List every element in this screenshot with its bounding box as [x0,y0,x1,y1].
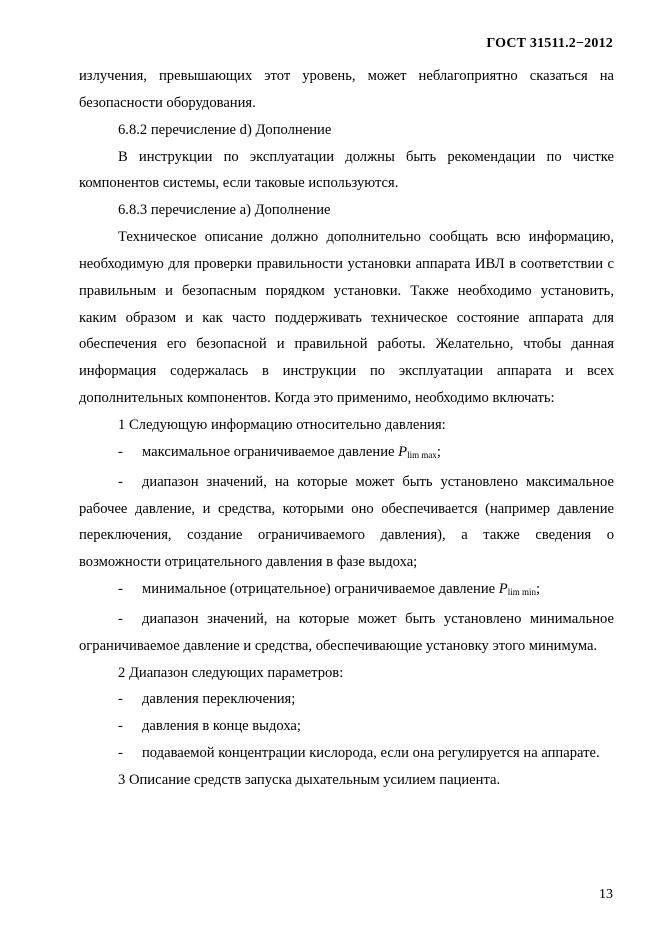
pressure-symbol: P [498,581,508,598]
item-2-parameter-range: 2 Диапазон следующих параметров: [118,664,344,681]
list-item-text: давления в конце выдоха; [142,718,301,735]
list-item-switch-pressure [79,686,614,713]
list-item-min-range [79,606,614,660]
list-item-text: диапазон значений, на которые может быть установлено минимальное ограничиваемое давление и средства, обеспечивающие установку этого минимума. [79,610,614,654]
dash-marker: - [118,745,123,762]
item-3-trigger-description: 3 Описание средств запуска дыхательным усилием пациента. [118,771,501,788]
paragraph-technical-description: Техническое описание должно дополнительно сообщать всю информацию, необходимую для проверки правильности установки аппарата ИВЛ в соответствии с правильным и безопасным порядком установки. Также необходимо установить, каким образом и как часто поддерживать техническое состояние аппарата для обеспечения его безопасной и правильной работы. Желательно, чтобы данная информация содержалась в инструкции по эксплуатации аппарата и всех дополнительных компонентов. Когда это применимо, необходимо включать: [79,229,614,407]
list-item-oxygen-concentration [79,740,614,767]
paragraph-cleaning-instructions: В инструкции по эксплуатации должны быть рекомендации по чистке компонентов системы, если таковые используются. [79,148,614,192]
list-item-min-pressure [79,576,614,606]
dash-marker: - [118,718,123,735]
list-item-text: максимальное ограничиваемое давление [142,443,399,460]
dash-marker: - [118,691,123,708]
pressure-symbol: P [398,443,408,460]
pressure-subscript: lim max [407,449,437,460]
list-item-end: ; [436,443,441,460]
item-1-pressure-info: 1 Следующую информацию относительно давления: [118,416,446,433]
list-item-text: диапазон значений, на которые может быть установлено максимальное рабочее давление, и средства, которыми оно обеспечивается (например давление переключения, создание ограничиваемого давления), а также сведения о возможности отрицательного давления в фазе выдоха; [79,473,614,571]
list-item-text: давления переключения; [142,691,296,708]
list-item-text: минимальное (отрицательное) ограничиваемое давление [142,581,499,598]
pressure-subscript: lim min [507,587,536,598]
dash-marker: - [118,473,123,490]
list-item-max-range [79,469,614,576]
dash-marker: - [118,581,123,598]
list-item-text: подаваемой концентрации кислорода, если она регулируется на аппарате. [142,745,600,762]
document-number-header: ГОСТ 31511.2−2012 [486,36,613,51]
page-number: 13 [599,887,613,902]
clause-6-8-3-heading: 6.8.3 перечисление a) Дополнение [118,202,331,219]
paragraph-continuation: излучения, превышающих этот уровень, может неблагоприятно сказаться на безопасности оборудования. [79,68,614,111]
dash-marker: - [118,443,123,460]
list-item-max-pressure [79,439,614,469]
page-body [79,63,614,794]
list-item-end: ; [535,581,541,598]
clause-6-8-2-heading: 6.8.2 перечисление d) Дополнение [118,121,332,138]
dash-marker: - [118,610,123,627]
list-item-end-expiration-pressure [79,713,614,740]
